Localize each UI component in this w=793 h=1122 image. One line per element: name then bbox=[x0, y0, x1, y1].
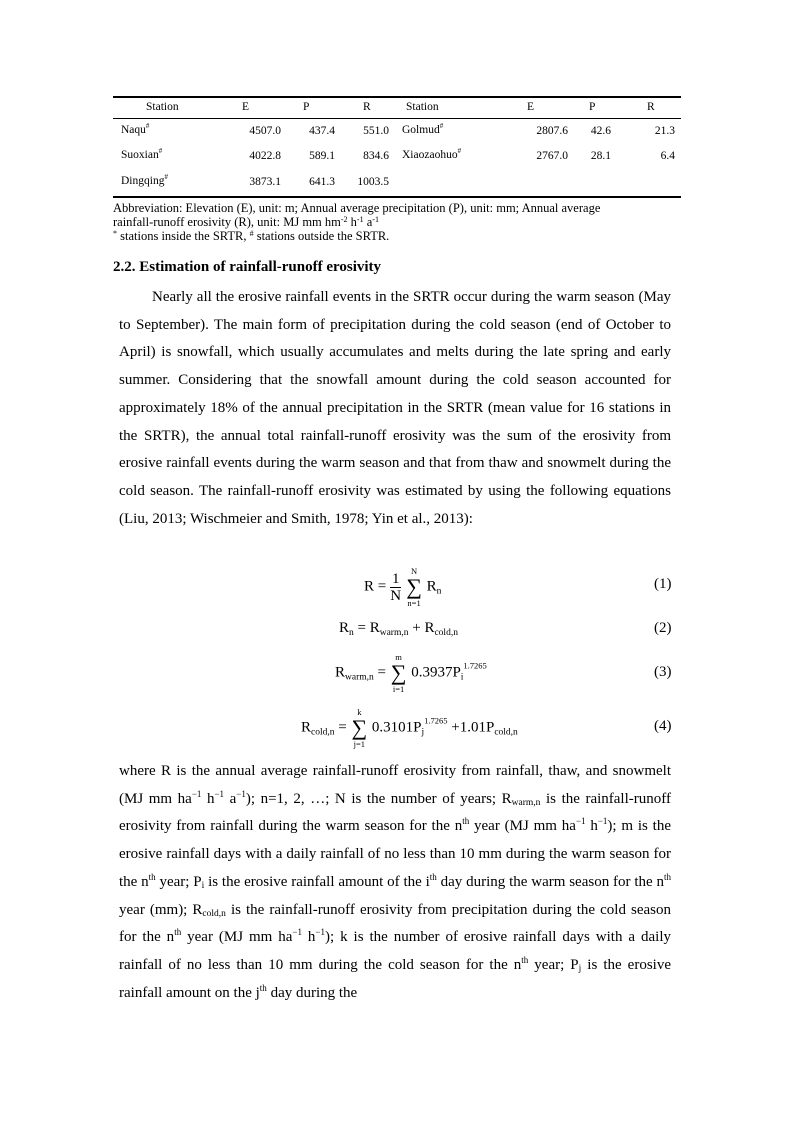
table-footnote bbox=[113, 201, 683, 243]
table-cell-p: 437.4 bbox=[309, 125, 335, 137]
table-cell-r: 21.3 bbox=[654, 125, 675, 137]
body-paragraph: where R is the annual average rainfall-runoff erosivity from rainfall, thaw, and snowmelt (MJ mm $ha^{-1}$ $h^{-1}$ $a^{-1}$); n=1, 2, …; N is the number of years; $R_{warm,n}$ is the rainfall-runoff erosivity from rainfall during the warm season for the $n^{th}$ year (MJ mm $ha^{-1}$ $h^{-1}$); m is the erosive rainfall days with a daily rainfall of no less than 10 mm during the warm season for the $n^{th}$ year; $P_i$ is the erosive rainfall amount of the $i^{th}$ day during the warm season for the $n^{th}$ year (mm); $R_{cold,n}$ is the rainfall-runoff erosivity from precipitation during the cold season for the $n^{th}$ year (MJ mm $ha^{-1}$ $h^{-1}$); k is the number of erosive rainfall days with a daily rainfall of no less than 10 mm during the cold season for the $n^{th}$ year; $P_j$ is the erosive rainfall amount on the $j^{th}$ day during the bbox=[119, 763, 672, 1001]
equation-1: R = $\frac{1}{N}$ N ∑ n=1 $R_n$ bbox=[364, 566, 442, 608]
table-cell-station: Golmud# bbox=[402, 122, 444, 136]
table-cell-p: 641.3 bbox=[309, 176, 335, 188]
header-r-right: R bbox=[647, 101, 655, 113]
footnote-line: Abbreviation: Elevation (E), unit: m; Annual average precipitation (P), unit: mm; Annual average bbox=[113, 201, 601, 215]
table-cell-e: 3873.1 bbox=[249, 176, 281, 188]
table-cell-r: 6.4 bbox=[660, 150, 675, 162]
equation-number: (4) bbox=[654, 718, 672, 734]
table-cell-p: 28.1 bbox=[590, 150, 611, 162]
header-p-left: P bbox=[303, 101, 310, 113]
equation-number: (1) bbox=[654, 576, 672, 592]
table-cell-station: Xiaozaohuo# bbox=[402, 147, 462, 161]
table-cell-e: 2807.6 bbox=[536, 125, 568, 137]
equation-number: (3) bbox=[654, 664, 672, 680]
equation-2: $R_n = R_{warm,n} + R_{cold,n}$ bbox=[339, 620, 458, 638]
header-r-left: R bbox=[363, 101, 371, 113]
table-bottom-rule bbox=[113, 196, 681, 198]
table-cell-p: 42.6 bbox=[590, 125, 611, 137]
table-cell-station: Naqu# bbox=[121, 122, 150, 136]
equation-3: $R_{warm,n}$ = m ∑ i=1 $0.3937P_i^{1.7265}$ bbox=[335, 652, 487, 694]
section-heading: 2.2. Estimation of rainfall-runoff erosivity bbox=[113, 259, 382, 275]
table-header-rule bbox=[113, 118, 681, 119]
footnote-line: * stations inside the SRTR, # stations outside the SRTR. bbox=[113, 229, 390, 243]
table-cell-station: Suoxian# bbox=[121, 147, 163, 161]
equation-4: $R_{cold,n}$ = k ∑ j=1 $0.3101P_j^{1.7265} +1.01P_{cold,n}$ bbox=[301, 707, 518, 749]
header-p-right: P bbox=[589, 101, 596, 113]
table-cell-e: 2767.0 bbox=[536, 150, 568, 162]
table-cell-r: 834.6 bbox=[363, 150, 389, 162]
body-paragraph: Nearly all the erosive rainfall events in the SRTR occur during the warm season (May to September). The main form of precipitation during the cold season (end of October to April) is snowfall, which usually accumulates and melts during the late spring and early summer. Considering that the snowfall amount during the cold season accounted for approximately 18% of the annual precipitation in the SRTR (mean value for 16 stations in the SRTR), the annual total rainfall-runoff erosivity was the sum of the erosivity from erosive rainfall events during the warm season and that from thaw and snowmelt during the cold season. The rainfall-runoff erosivity was estimated by using the following equations (Liu, 2013; Wischmeier and Smith, 1978; Yin et al., 2013): bbox=[119, 289, 671, 527]
header-e-right: E bbox=[527, 101, 535, 113]
header-station-right: Station bbox=[406, 101, 439, 113]
table-top-rule bbox=[113, 96, 681, 98]
table-cell-e: 4022.8 bbox=[249, 150, 281, 162]
table-cell-e: 4507.0 bbox=[249, 125, 281, 137]
equation-number: (2) bbox=[654, 620, 672, 636]
table-cell-station: Dingqing# bbox=[121, 173, 168, 187]
table-cell-p: 589.1 bbox=[309, 150, 335, 162]
table-cell-r: 551.0 bbox=[363, 125, 389, 137]
header-station-left: Station bbox=[146, 101, 179, 113]
table-cell-r: 1003.5 bbox=[357, 176, 389, 188]
footnote-line: rainfall-runoff erosivity (R), unit: MJ mm $hm^{-2}$ $h^{-1}$ $a^{-1}$ bbox=[113, 215, 379, 229]
header-e-left: E bbox=[242, 101, 250, 113]
